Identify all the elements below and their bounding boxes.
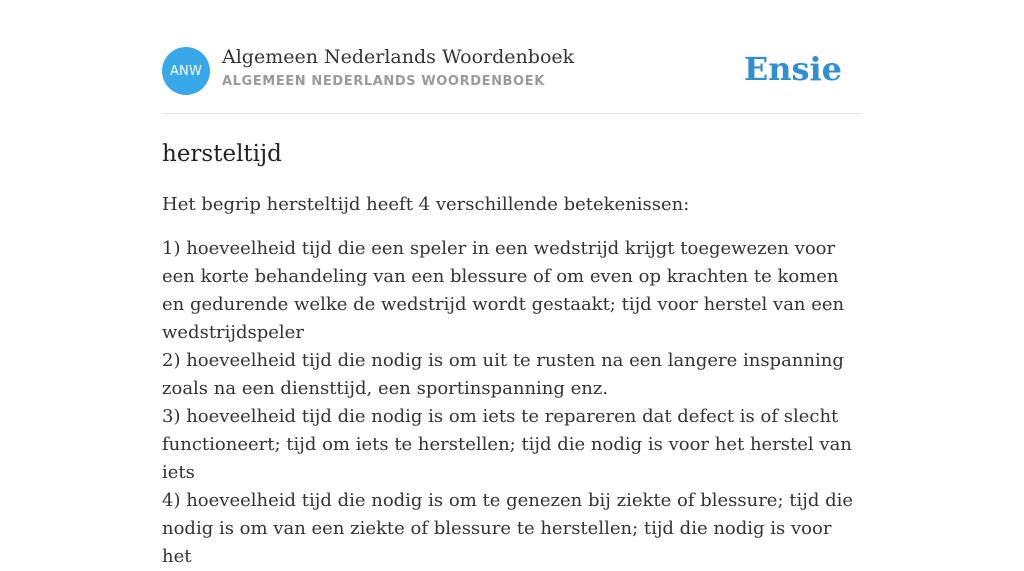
definition-item: 2) hoeveelheid tijd die nodig is om uit te rusten na een langere inspanning zoals na een diensttijd, een sportinspanning enz. [162,350,844,399]
definition-item: 3) hoeveelheid tijd die nodig is om iets te repareren dat defect is of slecht functioneert; tijd om iets te herstellen; tijd die nodig is voor het herstel van iets [162,406,852,483]
dictionary-subtitle: ALGEMEEN NEDERLANDS WOORDENBOEK [222,74,545,89]
ensie-brand-link[interactable]: Ensie [743,50,842,88]
definitions-list [162,235,862,571]
dictionary-title[interactable]: Algemeen Nederlands Woordenboek [222,46,575,68]
dictionary-logo[interactable] [162,47,210,95]
definition-item: 1) hoeveelheid tijd die een speler in een wedstrijd krijgt toegewezen voor een korte behandeling van een blessure of om even op krachten te komen en gedurende welke de wedstrijd wordt gestaakt; tijd voor herstel van een wedstrijdspeler [162,238,845,343]
page-title: hersteltijd [162,141,282,167]
logo-text: ANW [169,63,203,79]
definitions-intro: Het begrip hersteltijd heeft 4 verschillende betekenissen: [162,194,690,215]
definition-item: 4) hoeveelheid tijd die nodig is om te genezen bij ziekte of blessure; tijd die nodig is om van een ziekte of blessure te herstellen; tijd die nodig is voor het [162,490,853,567]
site-header [162,0,862,114]
page-container [162,0,862,571]
